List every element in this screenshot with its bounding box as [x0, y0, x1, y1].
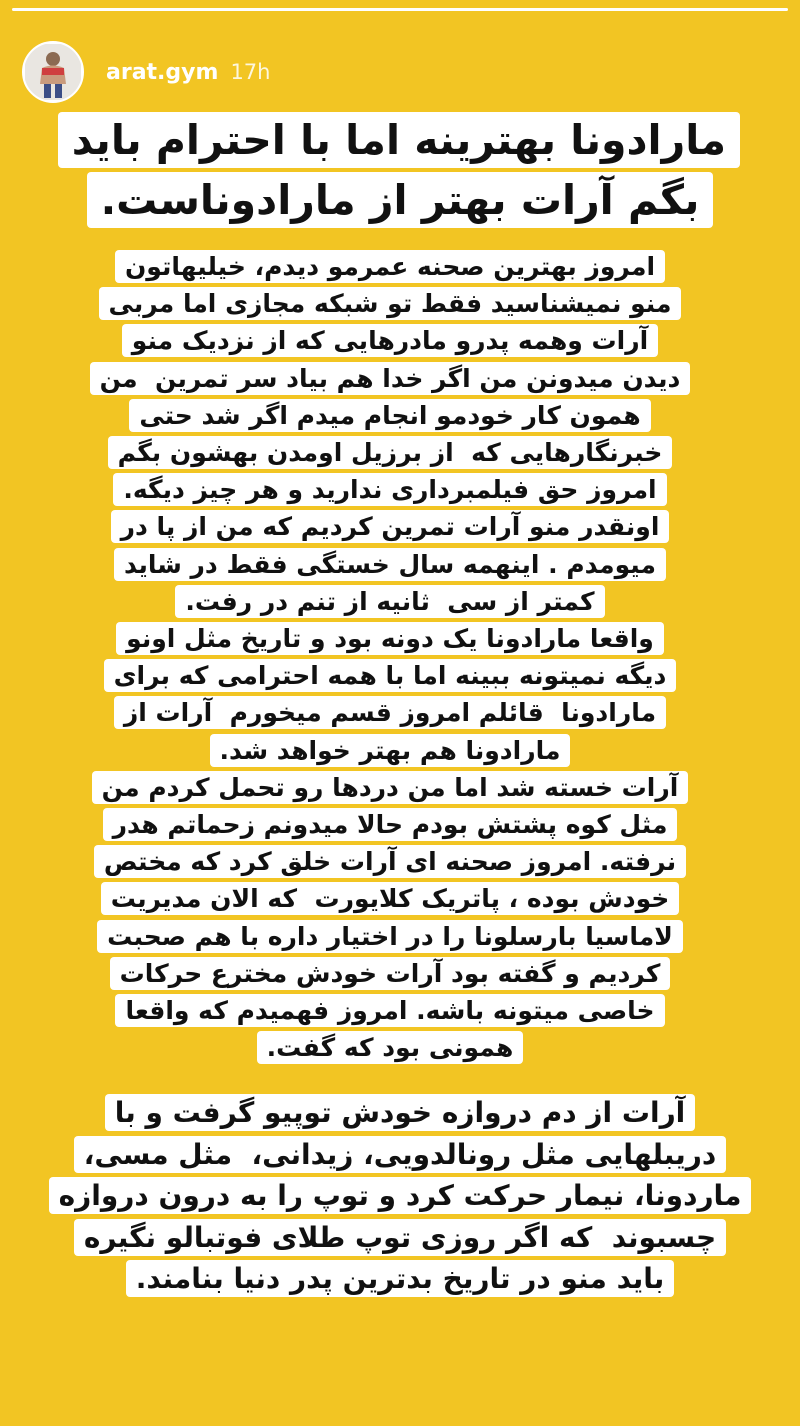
body-line: کمتر از سی ثانیه از تنم در رفت.: [185, 586, 595, 616]
title-line: مارادونا بهترینه اما با احترام باید: [71, 116, 726, 164]
body-line: نرفته. امروز صحنه ای آرات خلق کرد که مختص: [103, 847, 677, 877]
body-line: میومدم . اینهمه سال خستگی فقط در شاید: [124, 549, 656, 579]
bottom-line: دریبلهایی مثل رونالدویی، زیدانی، مثل مسی،: [83, 1137, 717, 1171]
title-line-highlight: [58, 112, 740, 228]
bottom-line: باید منو در تاریخ بدترین پدر دنیا بنامند.: [135, 1262, 665, 1296]
story-progress-bar: [12, 8, 788, 11]
post-time: 17h: [230, 60, 271, 84]
body-line: آرات خسته شد اما من دردها رو تحمل کردم من: [101, 772, 679, 802]
bottom-line: آرات از دم دروازه خودش توپیو گرفت و با: [114, 1096, 686, 1129]
body-line: همونی بود که گفت.: [266, 1033, 514, 1063]
body-line: مارادونا هم بهتر خواهد شد.: [219, 735, 561, 765]
body-line: مارادونا قائلم امروز قسم میخورم آرات از: [123, 698, 657, 728]
body-line: دیگه نمیتونه ببینه اما با همه احترامی که برای: [113, 661, 667, 691]
body-line: آرات وهمه پدرو مادرهایی که از نزدیک منو: [131, 326, 649, 356]
body-line: امروز حق فیلمبرداری ندارید و هر چیز دیگه.: [123, 475, 657, 505]
story-progress-fill: [12, 8, 788, 11]
title-line: بگم آرات بهتر از مارادوناست.: [100, 176, 700, 224]
story-body-text: [84, 248, 696, 1066]
username[interactable]: arat.gym: [106, 59, 219, 85]
body-line: امروز بهترین صحنه عمرمو دیدم، خیلیهاتون: [124, 252, 656, 281]
body-line: خبرنگارهایی که از برزیل اومدن بهشون بگم: [117, 438, 663, 468]
body-line: کردیم و گفته بود آرات خودش مخترع حرکات: [119, 958, 661, 988]
body-line: همون کار خودمو انجام میدم اگر شد حتی: [139, 400, 641, 430]
body-line: اونقدر منو آرات تمرین کردیم که من از پا در: [120, 512, 660, 542]
body-line: مثل کوه پشتش بودم حالا میدونم زحماتم هدر: [112, 810, 668, 840]
story-bottom-text: [34, 1092, 766, 1300]
body-line: منو نمیشناسید فقط تو شبکه مجازی اما مربی: [108, 289, 672, 319]
body-line: خودش بوده ، پاتریک کلایورت که الان مدیریت: [110, 884, 670, 914]
avatar[interactable]: [22, 41, 84, 103]
story-title-text: [60, 110, 740, 230]
body-line: واقعا مارادونا یک دونه بود و تاریخ مثل اونو: [126, 624, 654, 654]
body-line: خاصی میتونه باشه. امروز فهمیدم که واقعا: [125, 996, 655, 1026]
user-avatar-icon: [25, 44, 81, 100]
body-line: دیدن میدونن من اگر خدا هم بیاد سر تمرین من: [99, 363, 681, 393]
bottom-line-highlight: [49, 1094, 752, 1297]
story-header: [22, 40, 780, 104]
body-line-highlight: [90, 250, 691, 1064]
body-line: لاماسیا بارسلونا را در اختیار داره با هم صحبت: [107, 921, 673, 951]
bottom-line: ماردونا، نیمار حرکت کرد و توپ را به درون دروازه: [58, 1179, 742, 1213]
bottom-line: چسبوند که اگر روزی توپ طلای فوتبالو نگیره: [83, 1220, 717, 1254]
